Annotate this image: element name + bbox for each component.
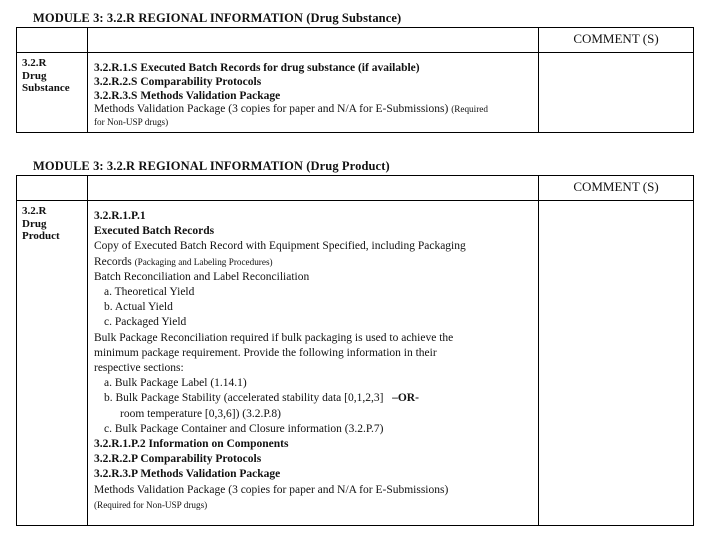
section-code: 3.2.R (22, 205, 47, 217)
drug-product-heading: MODULE 3: 3.2.R REGIONAL INFORMATION (Drug Product) (33, 159, 390, 173)
or-marker: –OR- (392, 392, 419, 405)
requirement-line: respective sections: (94, 362, 184, 375)
requirement-line: 3.2.R.1.P.2 Information on Components (94, 438, 289, 451)
section-name-line: Product (22, 230, 60, 242)
empty-header-cell (17, 28, 88, 53)
section-label (17, 201, 88, 526)
requirement-note: (Required for Non-USP drugs) (94, 499, 208, 510)
section-name-line: Drug (22, 217, 47, 230)
comment-header: COMMENT (S) (539, 176, 694, 201)
drug-substance-heading: MODULE 3: 3.2.R REGIONAL INFORMATION (Drug Substance) (33, 11, 402, 25)
requirement-line (94, 255, 538, 270)
table-row (17, 201, 694, 526)
requirement-line: Batch Reconciliation and Label Reconciliation (94, 270, 310, 283)
requirement-line: 3.2.R.2.S Comparability Protocols (94, 75, 262, 88)
requirement-line: Copy of Executed Batch Record with Equipment Specified, including Packaging (94, 240, 466, 253)
requirement-line: Bulk Package Reconciliation required if bulk packaging is used to achieve the (94, 331, 454, 344)
comment-header: COMMENT (S) (539, 28, 694, 53)
requirement-line: minimum package requirement. Provide the following information in their (94, 346, 437, 359)
drug-product-table (16, 175, 694, 526)
list-item-continuation: room temperature [0,3,6]) (3.2.P.8) (120, 407, 281, 420)
section-name-line: Substance (22, 82, 70, 94)
comment-cell[interactable] (539, 53, 694, 133)
empty-header-cell (88, 28, 539, 53)
requirements-cell (88, 53, 539, 133)
empty-header-cell (88, 176, 539, 201)
section-label (17, 53, 88, 133)
requirement-note: (Packaging and Labeling Procedures) (134, 256, 273, 267)
empty-header-cell (17, 176, 88, 201)
requirement-note: for Non-USP drugs) (94, 117, 169, 128)
requirement-line: 3.2.R.3.P Methods Validation Package (94, 468, 281, 481)
requirement-text: Records (94, 255, 132, 268)
requirement-line: Executed Batch Records (94, 225, 215, 238)
requirement-line (94, 103, 538, 117)
drug-substance-table (16, 27, 694, 133)
requirements-cell (88, 201, 539, 526)
requirement-line: 3.2.R.1.P.1 (94, 210, 146, 222)
table-header-row (17, 176, 694, 201)
table-header-row (17, 28, 694, 53)
section-code: 3.2.R (22, 57, 47, 69)
requirement-note: (Required (451, 104, 488, 115)
comment-cell[interactable] (539, 201, 694, 526)
list-item (94, 391, 538, 406)
section-name-line: Drug (22, 69, 47, 82)
requirement-line: Methods Validation Package (3 copies for paper and N/A for E-Submissions) (94, 483, 449, 496)
list-item: a. Bulk Package Label (1.14.1) (104, 377, 247, 390)
list-item: c. Bulk Package Container and Closure information (3.2.P.7) (104, 422, 384, 435)
requirement-text: Methods Validation Package (3 copies for paper and N/A for E-Submissions) (94, 103, 449, 116)
list-item: c. Packaged Yield (104, 316, 187, 329)
requirement-line: 3.2.R.1.S Executed Batch Records for drug substance (if available) (94, 62, 420, 74)
list-item: b. Actual Yield (104, 301, 173, 314)
requirement-line: 3.2.R.2.P Comparability Protocols (94, 453, 262, 466)
list-item: a. Theoretical Yield (104, 286, 195, 299)
table-row (17, 53, 694, 133)
requirement-text: b. Bulk Package Stability (accelerated stability data [0,1,2,3] (104, 392, 384, 405)
requirement-line: 3.2.R.3.S Methods Validation Package (94, 89, 281, 102)
